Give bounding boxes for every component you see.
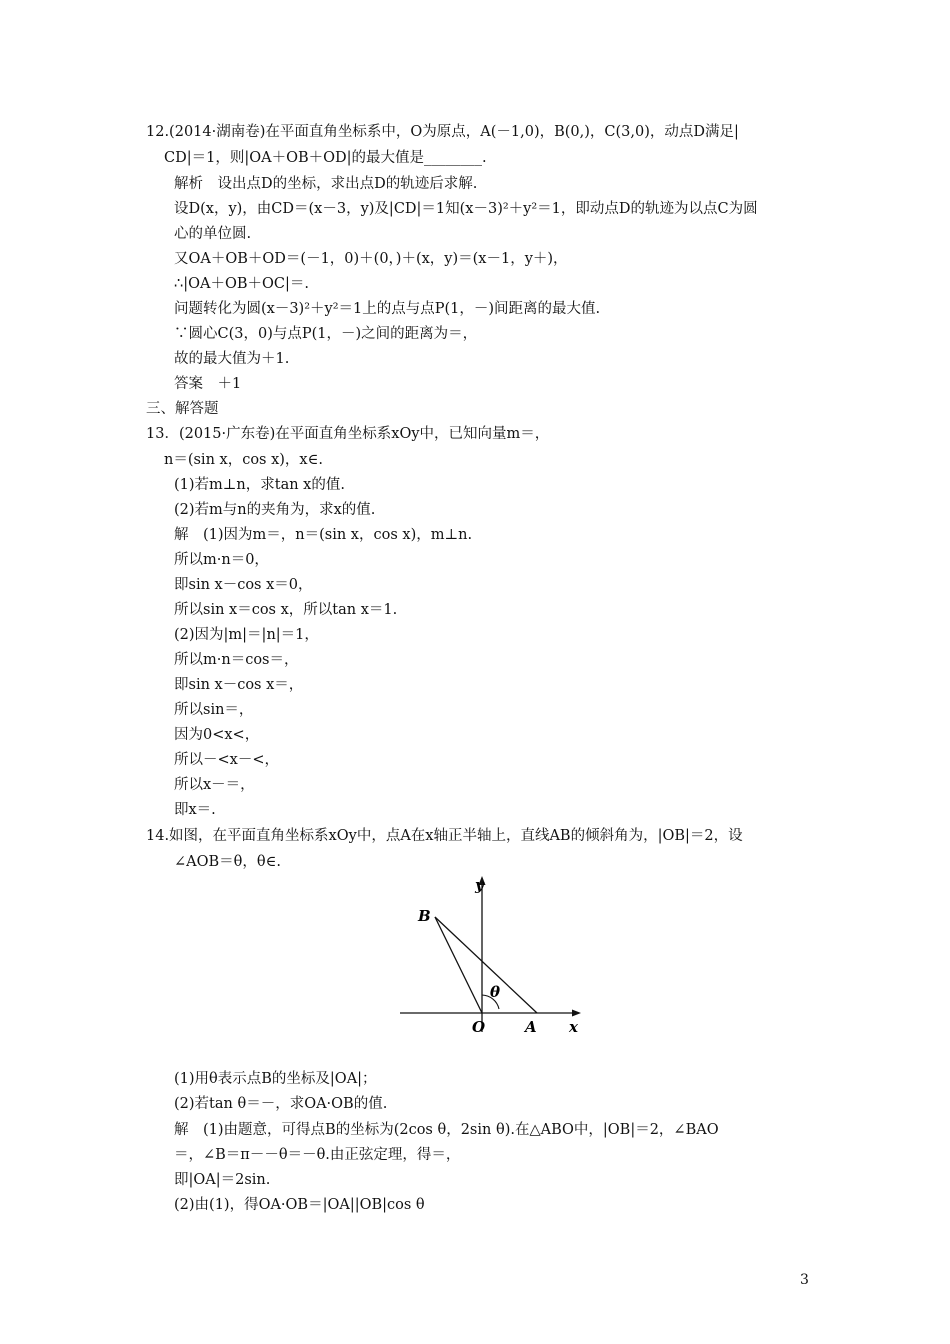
q13-line-10: 所以m·n＝cos＝， xyxy=(174,652,299,668)
q12-line-10: 故的最大值为＋1. xyxy=(174,351,290,367)
q14-line-3: (1)用θ表示点B的坐标及|OA|； xyxy=(174,1071,377,1087)
q13-line-13: 因为0<x<， xyxy=(174,727,260,743)
label-theta: θ xyxy=(490,983,501,1001)
q13-line-8: 所以sin x＝cos x，所以tan x＝1. xyxy=(174,602,398,618)
q12-line-6: 又OA＋OB＋OD＝(－1，0)＋(0，)＋(x，y)＝(x－1，y＋)， xyxy=(174,251,568,267)
q12-answer: 答案 ＋1 xyxy=(174,376,242,392)
q13-line-6: 所以m·n＝0， xyxy=(174,552,269,568)
q14-line-2: ∠AOB＝θ，θ∈. xyxy=(174,854,281,870)
label-y: y xyxy=(475,876,484,894)
q12-line-4: 设D(x，y)，由CD＝(x－3，y)及|CD|＝1知(x－3)²＋y²＝1，即动点D的轨迹为以点C为圆 xyxy=(174,201,758,217)
segment-ob xyxy=(435,917,482,1013)
q12-line-8: 问题转化为圆(x－3)²＋y²＝1上的点与点P(1，－)间距离的最大值. xyxy=(174,301,601,317)
page-number: 3 xyxy=(800,1272,809,1288)
q13-line-7: 即sin x－cos x＝0， xyxy=(174,577,313,593)
q13-line-12: 所以sin＝， xyxy=(174,702,254,718)
q13-line-1: 13．(2015·广东卷)在平面直角坐标系xOy中，已知向量m＝， xyxy=(146,426,550,442)
q12-line-3: 解析 设出点D的坐标，求出点D的轨迹后求解. xyxy=(174,176,478,192)
q14-line-5: 解 (1)由题意，可得点B的坐标为(2cos θ，2sin θ).在△ABO中，|OB|＝2，∠BAO xyxy=(174,1122,719,1138)
segment-ab xyxy=(435,917,537,1013)
q14-line-8: (2)由(1)，得OA·OB＝|OA||OB|cos θ xyxy=(174,1197,425,1213)
q12-line-5: 心的单位圆. xyxy=(174,226,252,242)
q14-line-7: 即|OA|＝2sin. xyxy=(174,1172,271,1188)
q12-line-7: ∴|OA＋OB＋OC|＝. xyxy=(174,276,309,292)
x-axis-arrow-icon xyxy=(572,1010,581,1017)
q12-line-1: 12.(2014·湖南卷)在平面直角坐标系中，O为原点，A(－1,0)，B(0,)，C(3,0)，动点D满足| xyxy=(146,124,739,140)
q13-line-9: (2)因为|m|＝|n|＝1， xyxy=(174,627,319,643)
q13-line-16: 即x＝. xyxy=(174,802,216,818)
q13-line-14: 所以－<x－<， xyxy=(174,752,279,768)
label-x: x xyxy=(569,1018,578,1036)
label-a: A xyxy=(525,1018,537,1036)
q12-line-9: ∵圆心C(3，0)与点P(1，－)之间的距离为＝， xyxy=(174,326,478,342)
q13-line-4: (2)若m与n的夹角为，求x的值. xyxy=(174,502,376,518)
q13-line-2: n＝(sin x，cos x)，x∈. xyxy=(164,452,323,468)
geometry-figure xyxy=(398,872,588,1037)
q14-line-6: ＝，∠B＝π－－θ＝－θ.由正弦定理，得＝， xyxy=(174,1147,461,1163)
label-b: B xyxy=(418,907,431,925)
q14-line-4: (2)若tan θ＝－，求OA·OB的值. xyxy=(174,1096,388,1112)
q13-line-5: 解 (1)因为m＝，n＝(sin x，cos x)，m⊥n. xyxy=(174,527,473,543)
q13-line-11: 即sin x－cos x＝， xyxy=(174,677,304,693)
q13-line-15: 所以x－＝， xyxy=(174,777,255,793)
section-heading: 三、解答题 xyxy=(146,401,219,417)
q13-line-3: (1)若m⊥n，求tan x的值. xyxy=(174,477,345,493)
label-o: O xyxy=(472,1018,486,1036)
q12-line-2: CD|＝1，则|OA＋OB＋OD|的最大值是________. xyxy=(164,150,487,166)
q14-line-1: 14.如图，在平面直角坐标系xOy中，点A在x轴正半轴上，直线AB的倾斜角为，|OB|＝2，设 xyxy=(146,828,743,844)
